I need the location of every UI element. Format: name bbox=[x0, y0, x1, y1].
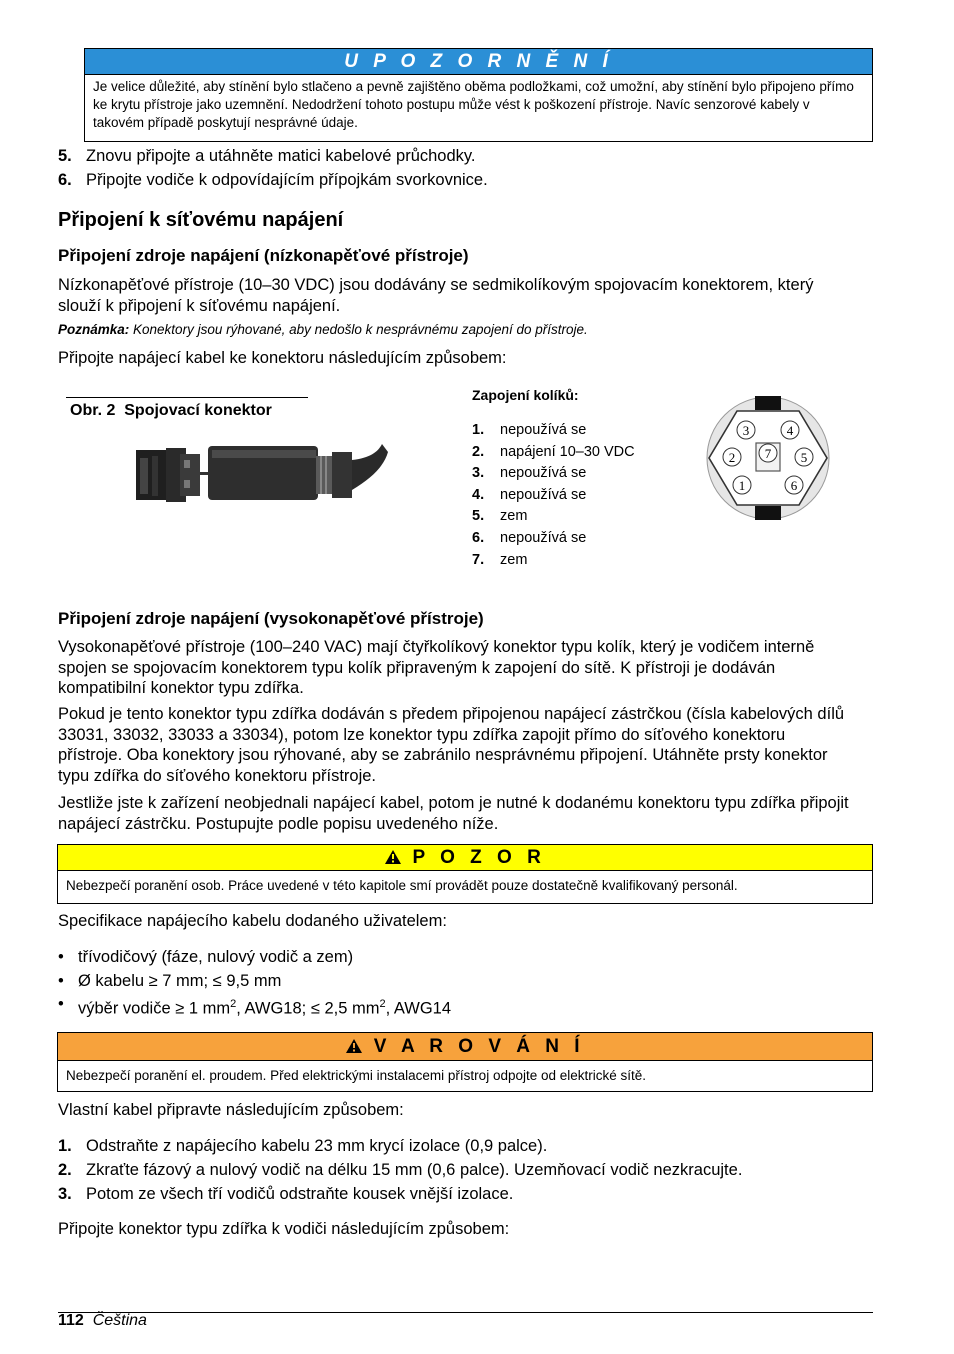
high-voltage-paragraph-3: Jestliže jste k zařízení neobjednali napájecí kabel, potom je nutné k dodanému konektoru typu zdířka připojit napájecí zástrčku. Postupujte podle popisu uvedeného níže. bbox=[58, 794, 849, 833]
pin-label: 6 bbox=[790, 478, 798, 493]
caution-header bbox=[58, 845, 872, 871]
notice-box bbox=[84, 48, 873, 142]
note-text: Konektory jsou rýhované, aby nedošlo k nesprávnému zapojení do přístroje. bbox=[129, 322, 588, 337]
list-item: 1. nepoužívá se bbox=[472, 422, 587, 438]
warning-triangle-icon bbox=[345, 1038, 363, 1054]
figure-caption-text: Spojovací konektor bbox=[124, 402, 272, 419]
pin-diagram bbox=[703, 393, 833, 523]
warning-text: Nebezpečí poranění el. proudem. Před elektrickými instalacemi přístroj odpojte od elektrické sítě. bbox=[66, 1068, 647, 1083]
list-item: • třívodičový (fáze, nulový vodič a zem) bbox=[58, 946, 858, 970]
spec-intro: Specifikace napájecího kabelu dodaného uživatelem: bbox=[58, 912, 447, 930]
footer-language: Čeština bbox=[92, 1312, 147, 1329]
pin-label: 5 bbox=[800, 450, 808, 465]
footer bbox=[58, 1312, 147, 1330]
connector-image bbox=[130, 438, 390, 510]
pin-label: 1 bbox=[738, 478, 746, 493]
warning-header bbox=[58, 1033, 872, 1061]
low-voltage-paragraph: Nízkonapěťové přístroje (10–30 VDC) jsou dodávány se sedmikolíkovým spojovacím konektorem, který slouží k připojení k síťovému napájení. bbox=[58, 276, 814, 315]
pin-label: 3 bbox=[742, 423, 750, 438]
footer-rule bbox=[58, 1312, 873, 1313]
step-5 bbox=[58, 144, 878, 168]
section-title: Připojení k síťovému napájení bbox=[58, 209, 344, 231]
page-number: 112 bbox=[58, 1312, 84, 1329]
step-number: 5. bbox=[58, 147, 72, 165]
caution-title: P O Z O R bbox=[412, 847, 546, 868]
notice-title: U P O Z O R N Ě N Í bbox=[344, 51, 613, 72]
step-text: Znovu připojte a utáhněte matici kabelové průchodky. bbox=[86, 147, 476, 165]
list-item: 7. zem bbox=[472, 551, 528, 568]
notice-header bbox=[85, 49, 872, 75]
cable-step-1: 1. Odstraňte z napájecího kabelu 23 mm krycí izolace (0,9 palce). bbox=[58, 1137, 548, 1155]
list-item: 3. nepoužívá se bbox=[472, 465, 587, 482]
step-6 bbox=[58, 168, 878, 192]
high-voltage-paragraph-2: Pokud je tento konektor typu zdířka dodáván s předem připojenou napájecí zástrčkou (čísla kabelových dílů 33031, 33032, 33033 a 33034), potom lze konektor typu zdířka zapojit přímo do síťového konektoru přístroje. Oba konektory jsou rýhované, aby se zabránilo nesprávnému připojení. Utáhněte prsty konektor typu zdířka do síťového konektoru přístroje. bbox=[58, 705, 845, 785]
low-voltage-heading: Připojení zdroje napájení (nízkonapěťové přístroje) bbox=[58, 246, 469, 265]
list-item: 6. nepoužívá se bbox=[472, 529, 587, 546]
list-item: 2. napájení 10–30 VDC bbox=[472, 443, 635, 460]
cable-step-2: 2. Zkraťte fázový a nulový vodič na délku 15 mm (0,6 palce). Uzemňovací vodič nezkracujte. bbox=[58, 1161, 743, 1179]
warning-triangle-icon bbox=[384, 849, 402, 865]
pin-label: 2 bbox=[728, 450, 736, 465]
low-voltage-paragraph-2: Připojte napájecí kabel ke konektoru následujícím způsobem: bbox=[58, 349, 507, 367]
pins-title: Zapojení kolíků: bbox=[472, 387, 579, 403]
high-voltage-heading: Připojení zdroje napájení (vysokonapěťové přístroje) bbox=[58, 609, 484, 628]
list-item: • výběr vodiče ≥ 1 $mm^2$, AWG18; ≤ 2,5 $mm^2$, AWG14 bbox=[58, 993, 858, 1021]
spec-list bbox=[58, 946, 858, 1021]
list-item: 4. nepoužívá se bbox=[472, 486, 587, 503]
warning-box bbox=[57, 1032, 873, 1092]
pin-label: 7 bbox=[764, 446, 772, 461]
cable-step-3: 3. Potom ze všech tří vodičů odstraňte kousek vnější izolace. bbox=[58, 1185, 514, 1203]
caution-text: Nebezpečí poranění osob. Práce uvedené v této kapitole smí provádět pouze dostatečně kvalifikovaný personál. bbox=[66, 878, 738, 893]
pin-list bbox=[472, 420, 692, 571]
pin-label: 4 bbox=[786, 423, 794, 438]
step-number: 6. bbox=[58, 171, 72, 189]
caution-box bbox=[57, 844, 873, 904]
warning-title: V A R O V Á N Í bbox=[373, 1036, 585, 1057]
list-item: 5. zem bbox=[472, 508, 528, 525]
note bbox=[58, 322, 878, 337]
connect-text: Připojte konektor typu zdířka k vodiči následujícím způsobem: bbox=[58, 1220, 510, 1238]
figure-rule bbox=[66, 397, 308, 398]
note-label: Poznámka: bbox=[58, 322, 130, 337]
figure-number: Obr. 2 bbox=[70, 402, 116, 419]
step-text: Připojte vodiče k odpovídajícím přípojkám svorkovnice. bbox=[86, 171, 488, 189]
figure-caption bbox=[70, 402, 272, 420]
notice-text: Je velice důležité, aby stínění bylo stlačeno a pevně zajištěno oběma podložkami, což umožní, aby stínění bylo připojeno přímo ke krytu přístroje jako uzemnění. Nedodržení tohoto postupu může vést k poškození přístroje. Navíc senzorové kabely v takovém případě poskytují nesprávné údaje. bbox=[93, 79, 854, 130]
high-voltage-paragraph-1: Vysokonapěťové přístroje (100–240 VAC) mají čtyřkolíkový konektor typu kolík, který je vodičem interně spojen se spojovacím konektorem typu kolík připraveným k zapojení do sítě. K přístroji je dodáván kompatibilní konektor typu zdířka. bbox=[58, 638, 815, 697]
list-item: • Ø kabelu ≥ 7 mm; ≤ 9,5 mm bbox=[58, 970, 858, 994]
cable-intro: Vlastní kabel připravte následujícím způsobem: bbox=[58, 1101, 404, 1119]
